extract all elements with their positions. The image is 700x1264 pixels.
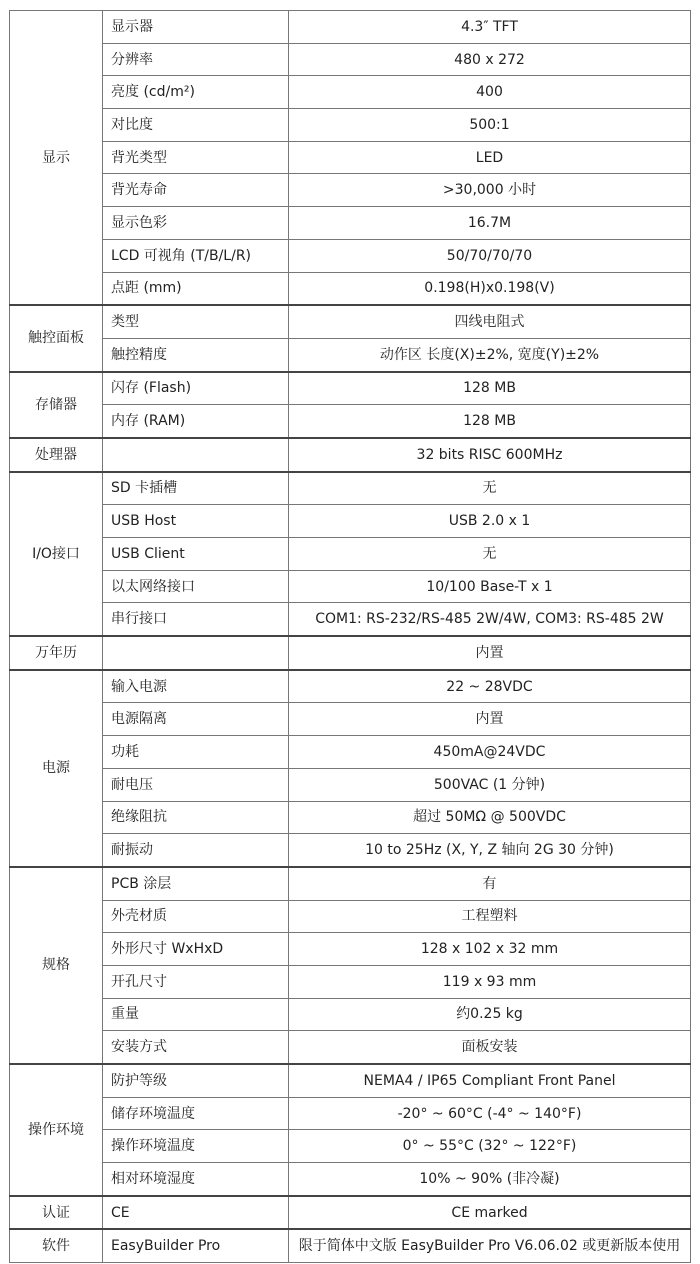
spec-key-cell: 亮度 (cd/m²) [103,76,289,109]
spec-key-cell: 以太网络接口 [103,570,289,603]
table-row [10,239,691,272]
spec-value-cell: 有 [289,867,691,900]
spec-key-cell: 串行接口 [103,603,289,636]
spec-key-cell: 背光类型 [103,141,289,174]
table-row [10,43,691,76]
table-row [10,768,691,801]
table-row [10,174,691,207]
category-cell: 规格 [10,867,103,1064]
table-row [10,703,691,736]
spec-key-cell: 外壳材质 [103,900,289,933]
spec-value-cell: 内置 [289,636,691,670]
spec-key-cell: 耐振动 [103,834,289,867]
table-row [10,1130,691,1163]
spec-key-cell: 对比度 [103,109,289,142]
spec-key-cell [103,438,289,472]
table-row [10,998,691,1031]
spec-value-cell: 限于简体中文版 EasyBuilder Pro V6.06.02 或更新版本使用 [289,1229,691,1262]
spec-value-cell: 无 [289,472,691,505]
spec-value-cell: 450mA@24VDC [289,736,691,769]
spec-key-cell: 安装方式 [103,1031,289,1064]
table-row [10,1163,691,1196]
category-cell: 显示 [10,11,103,306]
category-cell: 操作环境 [10,1064,103,1196]
spec-key-cell: PCB 涂层 [103,867,289,900]
table-row [10,1031,691,1064]
spec-value-cell: 128 MB [289,372,691,405]
spec-value-cell: 四线电阻式 [289,305,691,338]
table-row [10,372,691,405]
spec-key-cell: 操作环境温度 [103,1130,289,1163]
spec-key-cell: 储存环境温度 [103,1097,289,1130]
category-cell: 触控面板 [10,305,103,371]
spec-key-cell [103,636,289,670]
spec-key-cell: 耐电压 [103,768,289,801]
table-row [10,11,691,44]
category-cell: 处理器 [10,438,103,472]
category-cell: 万年历 [10,636,103,670]
spec-value-cell: 10% ~ 90% (非冷凝) [289,1163,691,1196]
table-row [10,636,691,670]
spec-key-cell: 开孔尺寸 [103,965,289,998]
spec-table [9,10,691,1263]
table-row [10,801,691,834]
spec-key-cell: 外形尺寸 WxHxD [103,933,289,966]
spec-key-cell: 点距 (mm) [103,272,289,305]
spec-value-cell: 128 x 102 x 32 mm [289,933,691,966]
spec-value-cell: 480 x 272 [289,43,691,76]
spec-value-cell: CE marked [289,1196,691,1230]
spec-value-cell: 无 [289,538,691,571]
spec-value-cell: 500:1 [289,109,691,142]
spec-key-cell: EasyBuilder Pro [103,1229,289,1262]
spec-key-cell: 背光寿命 [103,174,289,207]
spec-key-cell: 类型 [103,305,289,338]
table-row [10,965,691,998]
spec-value-cell: 约0.25 kg [289,998,691,1031]
table-row [10,538,691,571]
table-row [10,670,691,703]
spec-value-cell: 动作区 长度(X)±2%, 宽度(Y)±2% [289,338,691,371]
table-row [10,338,691,371]
table-row [10,438,691,472]
table-row [10,405,691,438]
table-row [10,109,691,142]
spec-value-cell: USB 2.0 x 1 [289,505,691,538]
spec-key-cell: USB Client [103,538,289,571]
spec-value-cell: -20° ~ 60°C (-4° ~ 140°F) [289,1097,691,1130]
category-cell: 软件 [10,1229,103,1262]
spec-key-cell: CE [103,1196,289,1230]
table-row [10,505,691,538]
table-row [10,207,691,240]
table-row [10,1097,691,1130]
table-row [10,305,691,338]
spec-value-cell: 128 MB [289,405,691,438]
spec-value-cell: 4.3″ TFT [289,11,691,44]
spec-value-cell: NEMA4 / IP65 Compliant Front Panel [289,1064,691,1097]
spec-key-cell: 内存 (RAM) [103,405,289,438]
spec-value-cell: 50/70/70/70 [289,239,691,272]
spec-value-cell: 22 ~ 28VDC [289,670,691,703]
spec-key-cell: 闪存 (Flash) [103,372,289,405]
spec-value-cell: 0.198(H)x0.198(V) [289,272,691,305]
table-row [10,1064,691,1097]
spec-value-cell: 400 [289,76,691,109]
spec-key-cell: USB Host [103,505,289,538]
table-row [10,1229,691,1262]
spec-key-cell: 电源隔离 [103,703,289,736]
spec-value-cell: COM1: RS-232/RS-485 2W/4W, COM3: RS-485 2W [289,603,691,636]
category-cell: 存储器 [10,372,103,438]
table-row [10,834,691,867]
spec-key-cell: 触控精度 [103,338,289,371]
spec-key-cell: SD 卡插槽 [103,472,289,505]
category-cell: 认证 [10,1196,103,1230]
spec-value-cell: 32 bits RISC 600MHz [289,438,691,472]
spec-key-cell: 重量 [103,998,289,1031]
spec-key-cell: 输入电源 [103,670,289,703]
spec-value-cell: 工程塑料 [289,900,691,933]
table-row [10,736,691,769]
table-row [10,1196,691,1230]
spec-table-body [10,11,691,1263]
table-row [10,933,691,966]
spec-value-cell: 10/100 Base-T x 1 [289,570,691,603]
table-row [10,472,691,505]
spec-key-cell: 显示色彩 [103,207,289,240]
table-row [10,603,691,636]
spec-value-cell: 内置 [289,703,691,736]
spec-value-cell: 119 x 93 mm [289,965,691,998]
table-row [10,900,691,933]
spec-value-cell: 面板安装 [289,1031,691,1064]
table-row [10,76,691,109]
spec-value-cell: >30,000 小时 [289,174,691,207]
spec-value-cell: 10 to 25Hz (X, Y, Z 轴向 2G 30 分钟) [289,834,691,867]
table-row [10,867,691,900]
category-cell: I/O接口 [10,472,103,636]
category-cell: 电源 [10,670,103,867]
spec-value-cell: 超过 50MΩ @ 500VDC [289,801,691,834]
table-row [10,141,691,174]
spec-value-cell: 500VAC (1 分钟) [289,768,691,801]
spec-key-cell: 分辨率 [103,43,289,76]
spec-key-cell: 显示器 [103,11,289,44]
spec-key-cell: LCD 可视角 (T/B/L/R) [103,239,289,272]
spec-key-cell: 防护等级 [103,1064,289,1097]
spec-value-cell: 16.7M [289,207,691,240]
spec-value-cell: LED [289,141,691,174]
spec-key-cell: 相对环境湿度 [103,1163,289,1196]
table-row [10,570,691,603]
spec-value-cell: 0° ~ 55°C (32° ~ 122°F) [289,1130,691,1163]
spec-key-cell: 绝缘阻抗 [103,801,289,834]
table-row [10,272,691,305]
spec-key-cell: 功耗 [103,736,289,769]
